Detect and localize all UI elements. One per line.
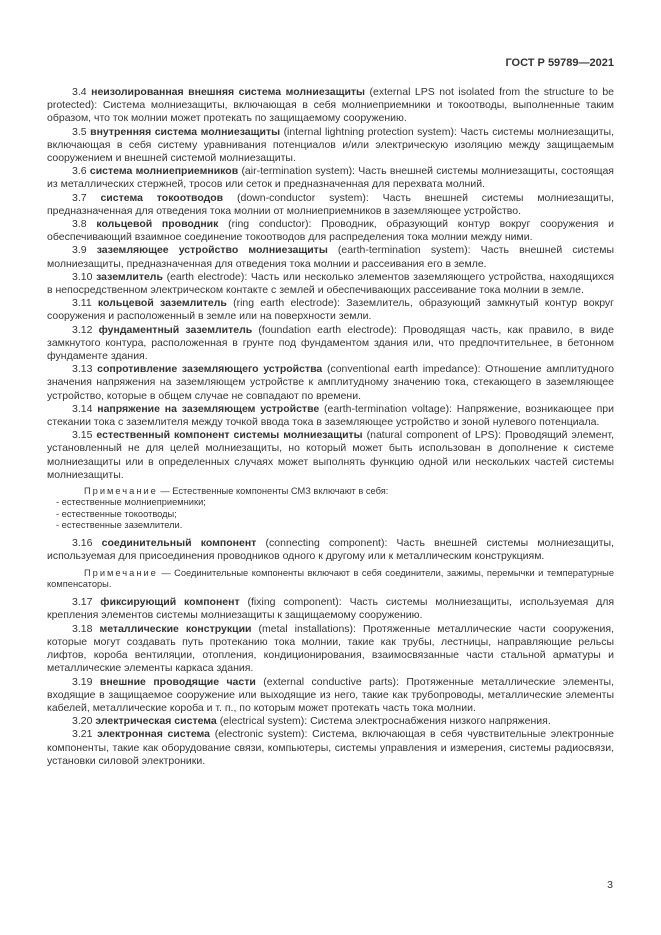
term-definition: (internal lightning protection system): Часть системы молниезащиты, включающая в себя систему уравнивания потенциалов и/или электрическую изоляцию между защищаемым сооружением и внешней системой молниезащиты.	[47, 125, 615, 165]
term-definition: (earth electrode): Часть или несколько элементов заземляющего устройства, находящихся в непосредственном электрическом контакте с землей и обеспечивающих рассеивание тока молнии в земле.	[47, 270, 615, 297]
term-name: напряжение на заземляющем устройстве	[97, 402, 320, 415]
term-entry	[47, 728, 614, 768]
term-number: 3.5	[72, 125, 87, 138]
note-label: Примечание	[84, 486, 158, 497]
terms-list	[47, 86, 614, 768]
page-footer	[607, 879, 613, 891]
term-definition: (metal installations): Протяженные металлические части сооружения, которые могут создавать путь протеканию тока молнии, такие как трубы, лестницы, направляющие рельсы лифтов, короба вентиляции, отопления, кондиционирования, взаимосвязанные части стальной арматуры и металлические элементы каркаса здания.	[47, 622, 615, 675]
term-number: 3.13	[72, 363, 93, 376]
term-entry	[47, 165, 614, 191]
term-entry	[47, 324, 614, 364]
term-definition: (electrical system): Система электроснабжения низкого напряжения.	[219, 715, 551, 728]
term-number: 3.19	[72, 675, 93, 688]
note-text	[47, 486, 614, 497]
term-definition: (down-conductor system): Часть внешней системы молниезащиты, предназначенная для отведения тока молнии от молниеприемников в заземляющее устройство.	[47, 191, 614, 217]
term-definition: (natural component of LPS): Проводящий элемент, установленный не для целей молниезащиты, но который может быть использован в дополнение к системе молниезащиты или в определенных случаях может выполнять функцию одной или нескольких частей системы молниезащиты.	[47, 429, 614, 481]
term-number: 3.18	[72, 622, 93, 635]
term-definition: (earth-termination system): Часть внешней системы молниезащиты, предназначенная для отведения тока молнии и рассеивания его в земле.	[47, 244, 614, 270]
term-note	[47, 486, 614, 531]
term-name: система токоотводов	[100, 191, 224, 204]
note-text	[47, 568, 614, 591]
term-definition: (external LPS not isolated from the structure to be protected): Система молниезащиты, включающая в себя молниеприемники и токоотводы, выполненные таким образом, что ток молнии может протекать по защищаемому сооружению.	[47, 86, 614, 125]
term-entry	[47, 244, 614, 270]
term-number: 3.21	[72, 728, 93, 741]
term-name: металлические конструкции	[99, 622, 252, 635]
term-entry	[47, 126, 614, 166]
term-definition: (external conductive parts): Протяженные металлические элементы, входящие в защищаемое сооружение или выходящие из него, такие как трубопроводы, металлические элементы кабелей, металлические короба и т. п., по которым может протекать часть тока молнии.	[47, 675, 615, 714]
note-list-item: - естественные заземлители.	[56, 519, 183, 530]
term-number: 3.20	[72, 715, 93, 728]
term-name: кольцевой проводник	[96, 218, 219, 231]
term-entry	[47, 623, 614, 676]
note-list-item: - естественные токоотводы;	[56, 508, 177, 519]
term-entry	[47, 271, 614, 297]
term-note	[47, 568, 614, 591]
term-number: 3.16	[72, 537, 93, 550]
term-definition: (electronic system): Система, включающая в себя чувствительные электронные компоненты, такие как оборудование связи, компьютеры, системы управления и измерения, системы радиосвязи, установки силовой электроники.	[47, 728, 614, 767]
term-name: электронная система	[97, 728, 211, 741]
term-number: 3.9	[72, 244, 87, 257]
term-definition: (fixing component): Часть системы молниезащиты, используемая для крепления элементов системы молниезащиты к защищаемому сооружению.	[47, 596, 615, 622]
term-entry	[47, 297, 614, 323]
term-entry	[47, 403, 614, 429]
term-definition: (foundation earth electrode): Проводящая часть, как правило, в виде замкнутого контура, расположенная в грунте под фундаментом здания или, что предпочтительнее, в бетонном фундаменте здания.	[47, 323, 615, 363]
term-entry	[47, 218, 614, 244]
term-entry	[47, 715, 614, 728]
term-name: фундаментный заземлитель	[98, 323, 253, 336]
note-list-item: - естественные молниеприемники;	[56, 497, 206, 508]
term-number: 3.17	[72, 596, 93, 609]
term-name: система молниеприемников	[89, 165, 239, 178]
term-entry	[47, 192, 614, 218]
term-entry	[47, 429, 614, 482]
note-body: — Естественные компоненты СМЗ включают в себя:	[157, 486, 389, 497]
term-definition: (conventional earth impedance): Отношение амплитудного значения напряжения на заземляющем устройстве к амплитудному значению тока, стекающего в заземляющее устройство, которые в общем случае не совпадают по времени.	[47, 363, 614, 402]
term-name: кольцевой заземлитель	[97, 297, 227, 310]
term-name: сопротивление заземляющего устройства	[97, 363, 323, 376]
term-entry	[47, 676, 614, 716]
term-name: естественный компонент системы молниезащиты	[96, 429, 363, 442]
term-name: заземляющее устройство молниезащиты	[96, 244, 328, 257]
term-name: внешние проводящие части	[99, 675, 256, 688]
term-entry	[47, 86, 614, 126]
term-definition: (connecting component): Часть внешней системы молниезащиты, используемая для присоединения проводников одного к другому или к металлическим конструкциям.	[47, 537, 614, 563]
term-name: фиксирующий компонент	[100, 596, 240, 609]
term-entry	[47, 596, 614, 622]
term-number: 3.6	[72, 165, 87, 178]
term-number: 3.14	[72, 402, 93, 415]
term-number: 3.8	[72, 218, 87, 231]
term-definition: (ring conductor): Проводник, образующий контур вокруг сооружения и обеспечивающий взаимное соединение токоотводов для распределения тока молнии между ними.	[47, 218, 615, 244]
term-number: 3.7	[72, 191, 87, 204]
term-number: 3.15	[72, 429, 93, 442]
term-entry	[47, 363, 614, 403]
term-definition: (ring earth electrode): Заземлитель, образующий замкнутый контур вокруг сооружения и расположенный в земле или на поверхности земли.	[47, 297, 615, 323]
page-number: 3	[607, 879, 613, 891]
note-body: — Соединительные компоненты включают в себя соединители, зажимы, перемычки и температурные компенсаторы.	[47, 567, 614, 589]
term-number: 3.11	[72, 297, 92, 310]
term-number: 3.12	[72, 323, 93, 336]
term-name: неизолированная внешняя система молниезащиты	[91, 86, 366, 98]
document-header	[47, 57, 614, 69]
term-name: электрическая система	[95, 715, 217, 728]
term-definition: (earth-termination voltage): Напряжение, возникающее при стекании тока с заземлителя между точкой ввода тока в заземляющее устройство и зоной нулевого потенциала.	[47, 402, 615, 429]
term-number: 3.10	[72, 270, 93, 283]
term-name: внутренняя система молниезащиты	[90, 125, 281, 138]
term-name: соединительный компонент	[101, 537, 257, 550]
term-definition: (air-termination system): Часть внешней системы молниезащиты, состоящая из металлических стержней, тросов или сеток и предназначенная для перехвата молний.	[47, 165, 614, 191]
term-name: заземлитель	[96, 270, 163, 283]
term-entry	[47, 537, 614, 563]
term-number: 3.4	[72, 86, 87, 98]
standard-number: ГОСТ Р 59789—2021	[505, 57, 614, 69]
note-label: Примечание	[84, 567, 158, 578]
